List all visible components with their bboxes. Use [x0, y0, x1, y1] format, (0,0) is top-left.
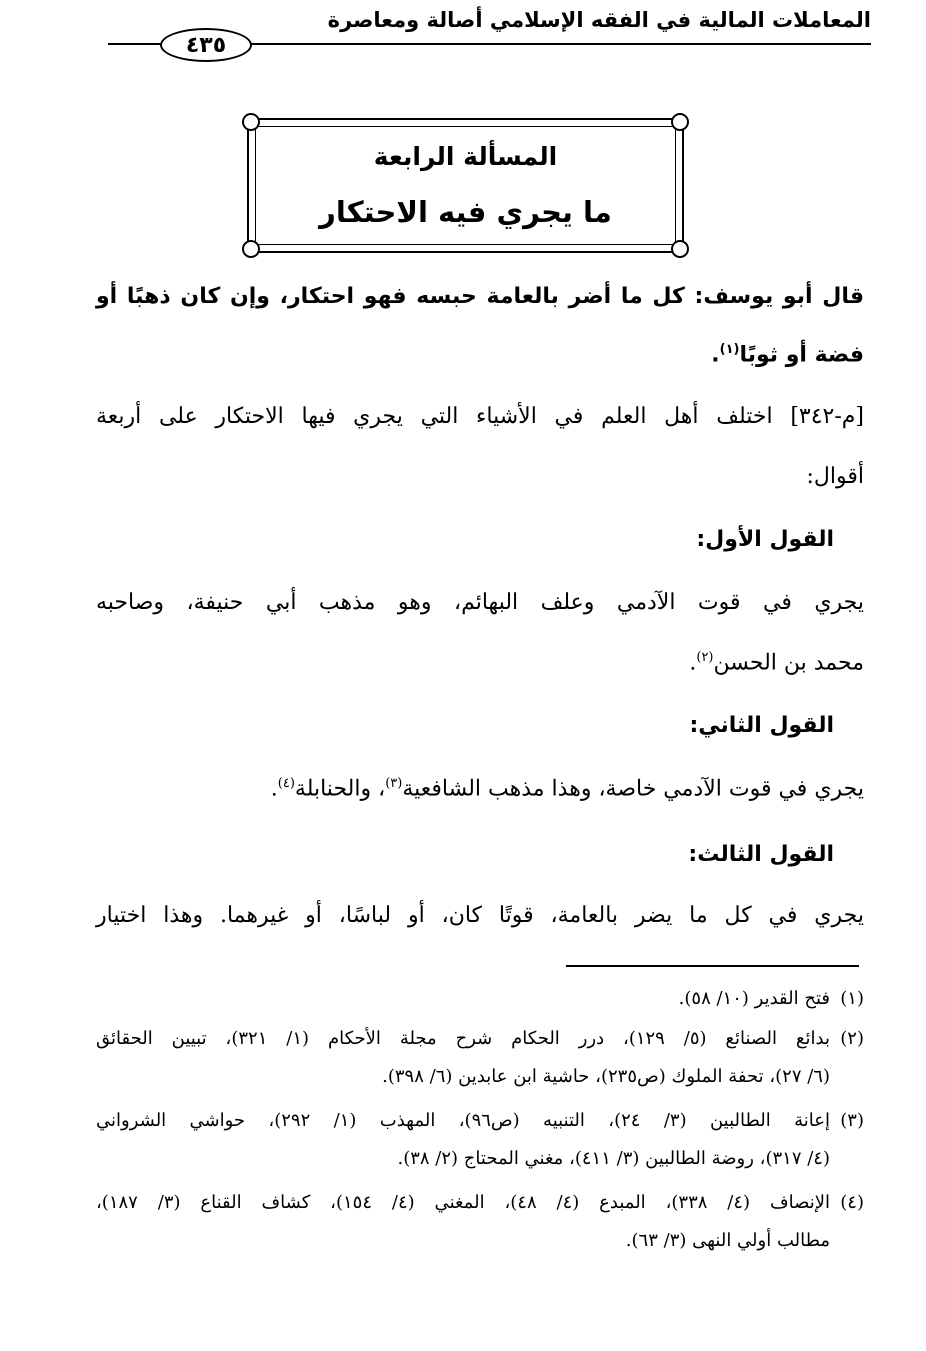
footnote-ref-3: (٣) — [385, 776, 403, 791]
paragraph-3-end: . — [689, 650, 697, 676]
heading-second-opinion: القول الثاني: — [689, 713, 834, 738]
footnote-number: (٤) — [840, 1192, 864, 1213]
paragraph-1-end: . — [711, 342, 720, 368]
running-header-title: المعاملات المالية في الفقه الإسلامي أصالة ومعاصرة — [327, 8, 871, 32]
footnote-number: (٣) — [840, 1110, 864, 1131]
paragraph-3-line-1: يجري في قوت الآدمي وعلف البهائم، وهو مذهب أبي حنيفة، وصاحبه — [96, 590, 864, 615]
footnote-ref-4: (٤) — [277, 776, 295, 791]
paragraph-4-end: . — [270, 776, 278, 802]
footnote-ref-2: (٢) — [696, 650, 714, 665]
paragraph-1-line-2 — [711, 342, 864, 367]
ornament-corner-icon — [671, 240, 689, 258]
paragraph-1-line-1: قال أبو يوسف: كل ما أضر بالعامة حبسه فهو احتكار، وإن كان ذهبًا أو — [96, 284, 864, 309]
heading-third-opinion: القول الثالث: — [688, 842, 834, 867]
section-subject-title: ما يجري فيه الاحتكار — [319, 195, 612, 229]
footnote-2-line-1: بدائع الصنائع (٥/ ١٢٩)، درر الحكام شرح مجلة الأحكام (١/ ٣٢١)، تبيين الحقائق — [96, 1028, 830, 1049]
paragraph-4 — [271, 776, 864, 801]
section-title-box — [247, 118, 684, 253]
paragraph-1-text: فضة أو ثوبًا — [739, 342, 864, 368]
section-number-title: المسألة الرابعة — [373, 142, 558, 171]
footnote-ref-1: (١) — [719, 342, 740, 357]
paragraph-5-line-1: يجري في كل ما يضر بالعامة، قوتًا كان، أو لباسًا، أو غيرهما. وهذا اختيار — [96, 903, 864, 928]
footnote-number: (٢) — [840, 1028, 864, 1049]
footnote-separator — [566, 965, 859, 967]
paragraph-4-text-a: يجري في قوت الآدمي خاصة، وهذا مذهب الشافعية — [402, 776, 864, 802]
footnote-number: (١) — [840, 988, 864, 1009]
ornament-corner-icon — [242, 113, 260, 131]
paragraph-2-line-2: أقوال: — [806, 464, 864, 489]
page-number: ٤٣٥ — [160, 28, 252, 62]
footnote-3-line-1: إعانة الطالبين (٣/ ٢٤)، التنبيه (ص٩٦)، المهذب (١/ ٢٩٢)، حواشي الشرواني — [96, 1110, 831, 1131]
paragraph-2-line-1: [م-٣٤٢] اختلف أهل العلم في الأشياء التي يجري فيها الاحتكار على أربعة — [96, 404, 864, 429]
footnote-1-line-1: فتح القدير (١٠/ ٥٨). — [678, 988, 830, 1009]
ornament-corner-icon — [671, 113, 689, 131]
footnote-4-line-1: الإنصاف (٤/ ٣٣٨)، المبدع (٤/ ٤٨)، المغني (٤/ ١٥٤)، كشاف القناع (٣/ ١٨٧)، — [96, 1192, 830, 1213]
paragraph-3-text: محمد بن الحسن — [713, 650, 864, 676]
footnote-3-line-2: (٤/ ٣١٧)، روضة الطالبين (٣/ ٤١١)، مغني المحتاج (٢/ ٣٨). — [397, 1148, 830, 1169]
footnote-4-line-2: مطالب أولي النهى (٣/ ٦٣). — [625, 1230, 830, 1251]
heading-first-opinion: القول الأول: — [696, 527, 834, 552]
paragraph-3-line-2 — [689, 650, 864, 675]
paragraph-4-text-b: ، والحنابلة — [294, 776, 386, 802]
footnote-2-line-2: (٦/ ٢٧)، تحفة الملوك (ص٢٣٥)، حاشية ابن عابدين (٦/ ٣٩٨). — [382, 1066, 830, 1087]
ornament-corner-icon — [242, 240, 260, 258]
